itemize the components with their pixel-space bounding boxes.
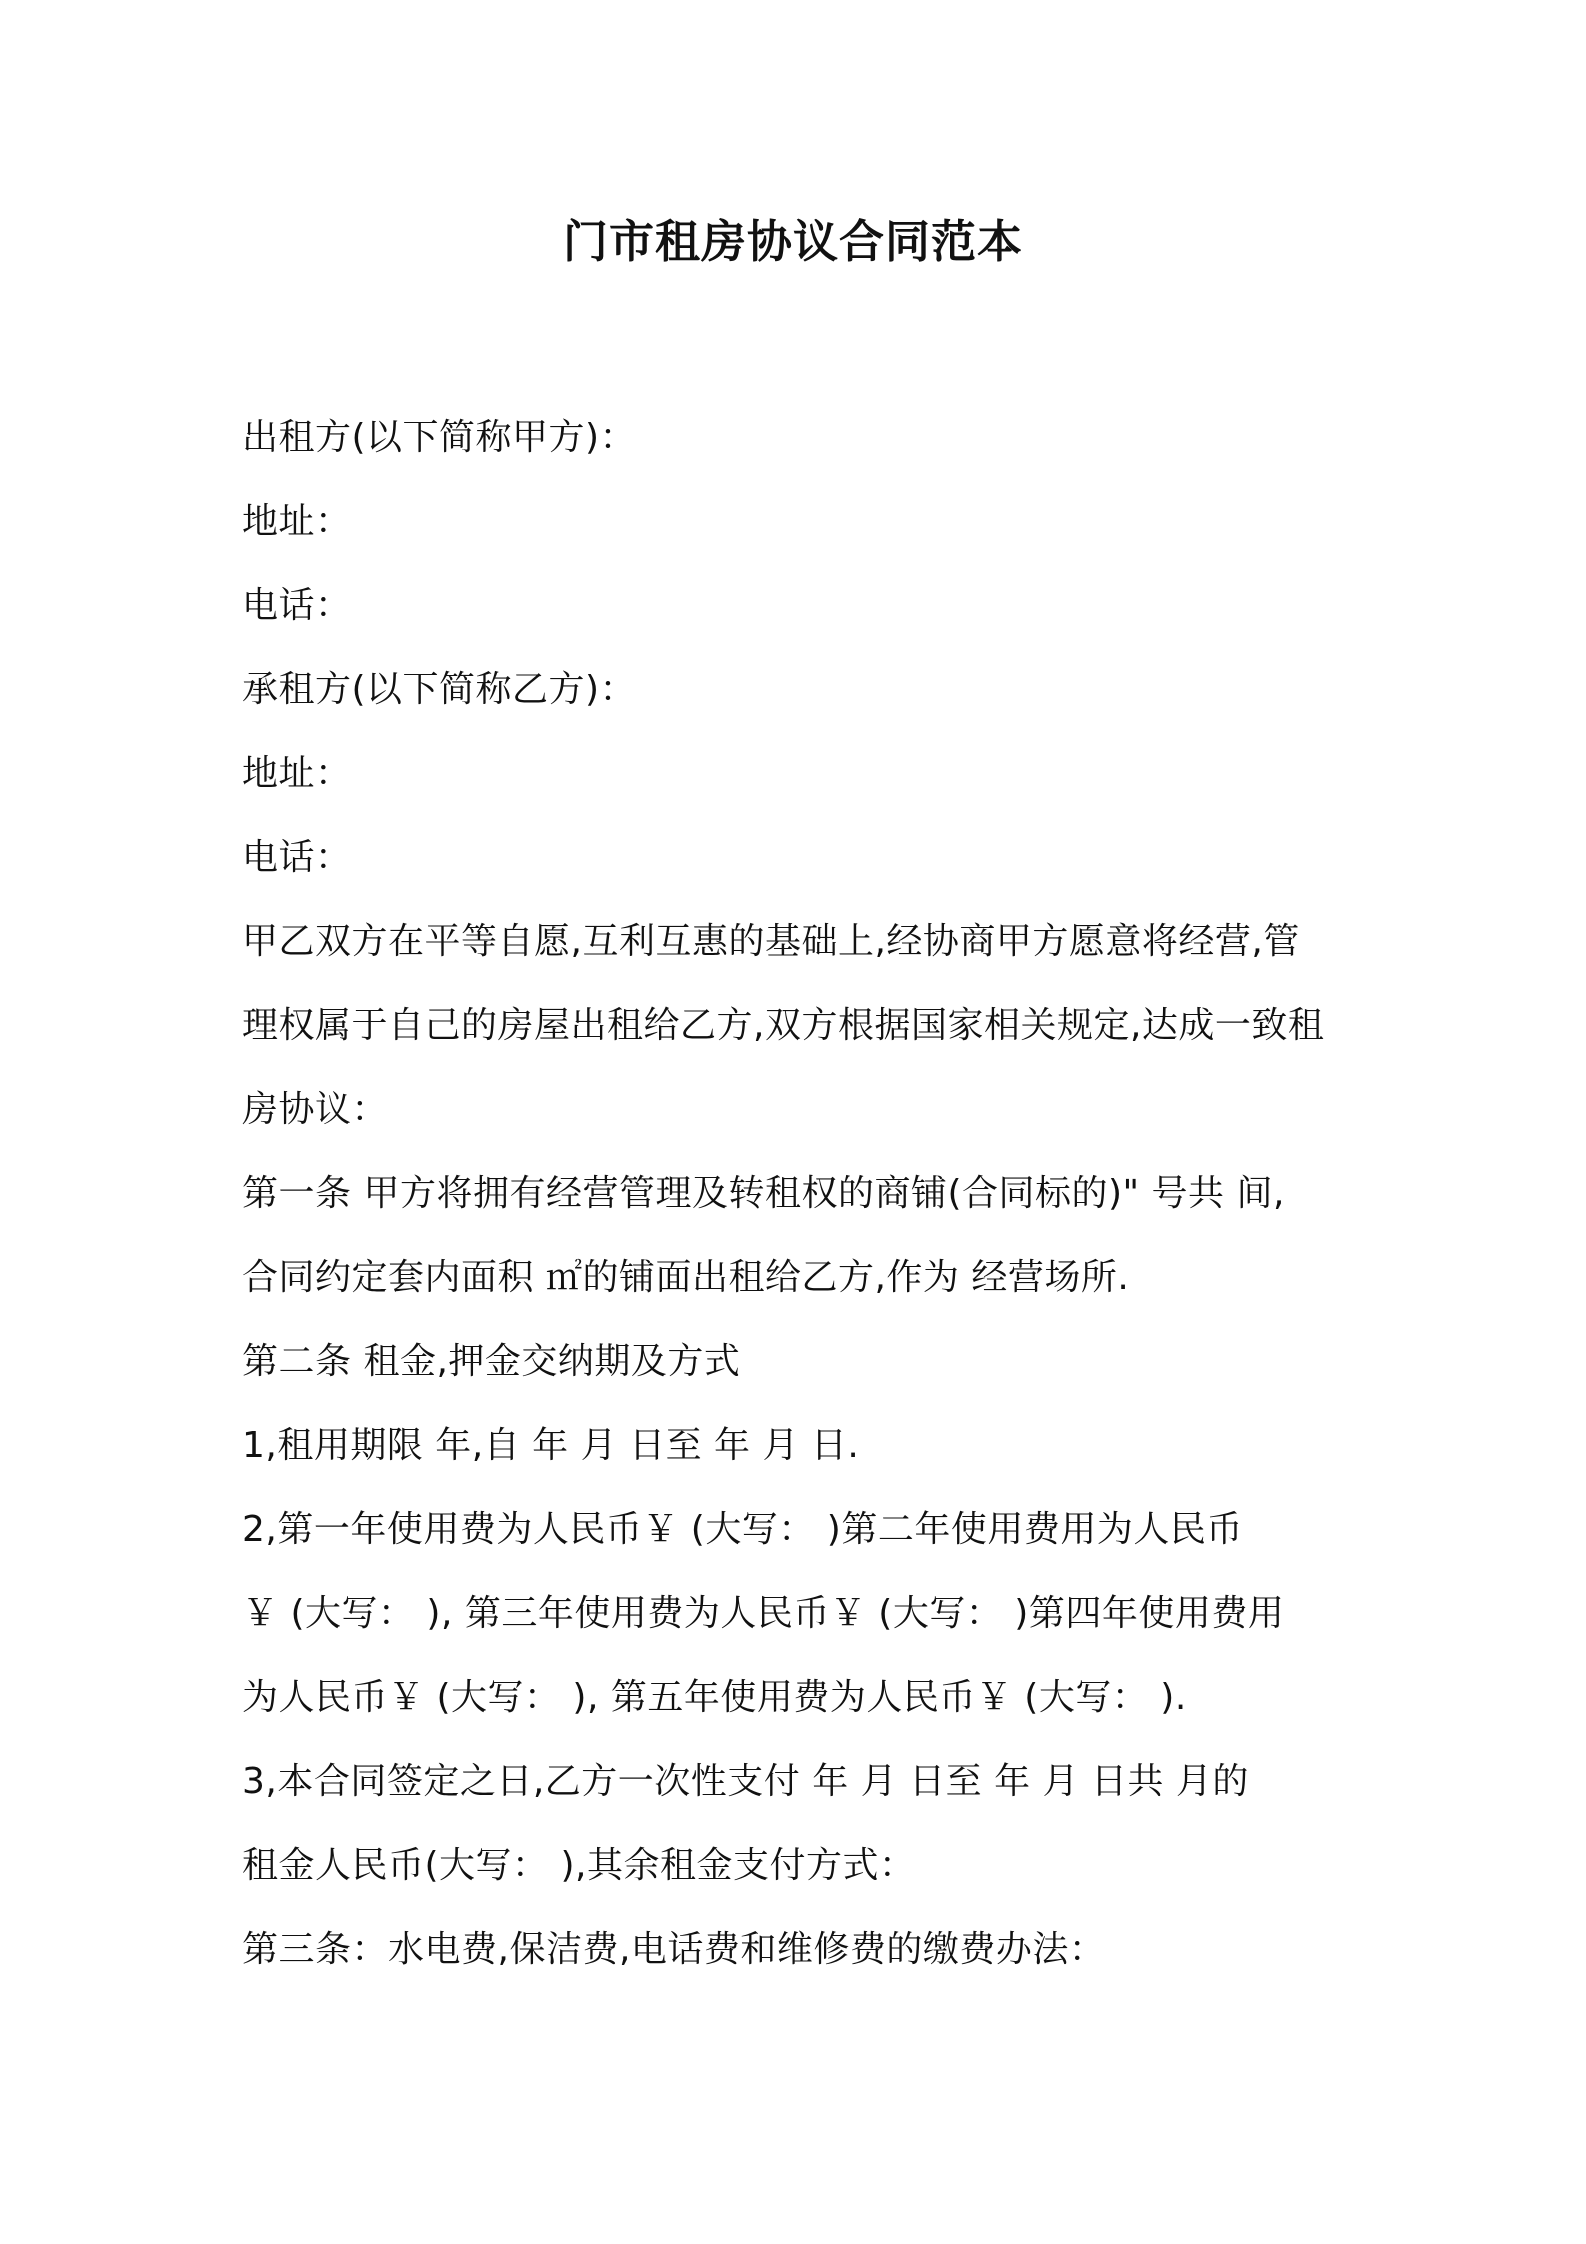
document-title: 门市租房协议合同范本 [562, 215, 1023, 268]
article-3-heading: 第三条：水电费,保洁费,电话费和维修费的缴费办法： [242, 1929, 1106, 1970]
lessor-address-label: 地址： [242, 501, 352, 542]
preamble-line: 理权属于自己的房屋出租给乙方,双方根据国家相关规定,达成一致租 [242, 1005, 1325, 1046]
clause-line: 租金人民币(大写： ),其余租金支付方式： [242, 1845, 916, 1886]
lessee-address-label: 地址： [242, 753, 352, 794]
preamble-line: 房协议： [242, 1089, 389, 1130]
lessee-phone-label: 电话： [242, 837, 352, 878]
clause-line: 为人民币￥ (大写： ), 第五年使用费为人民币￥ (大写： ). [242, 1677, 1187, 1718]
clause-line: 2,第一年使用费为人民币￥ (大写： )第二年使用费用为人民币 [242, 1509, 1243, 1550]
clause-line: ￥ (大写： ), 第三年使用费为人民币￥ (大写： )第四年使用费用 [242, 1593, 1285, 1634]
article-1-line: 合同约定套内面积 ㎡的铺面出租给乙方,作为 经营场所. [242, 1257, 1130, 1298]
preamble-line: 甲乙双方在平等自愿,互利互惠的基础上,经协商甲方愿意将经营,管 [242, 921, 1300, 962]
lessor-label: 出租方(以下简称甲方)： [242, 417, 637, 458]
document-body [242, 408, 1352, 2004]
article-2-heading: 第二条 租金,押金交纳期及方式 [242, 1341, 741, 1382]
clause-line: 1,租用期限 年,自 年 月 日至 年 月 日. [242, 1425, 860, 1466]
clause-line: 3,本合同签定之日,乙方一次性支付 年 月 日至 年 月 日共 月的 [242, 1761, 1249, 1802]
lessor-phone-label: 电话： [242, 585, 352, 626]
article-1-line: 第一条 甲方将拥有经营管理及转租权的商铺(合同标的)" 号共 间, [242, 1173, 1285, 1214]
lessee-label: 承租方(以下简称乙方)： [242, 669, 637, 710]
